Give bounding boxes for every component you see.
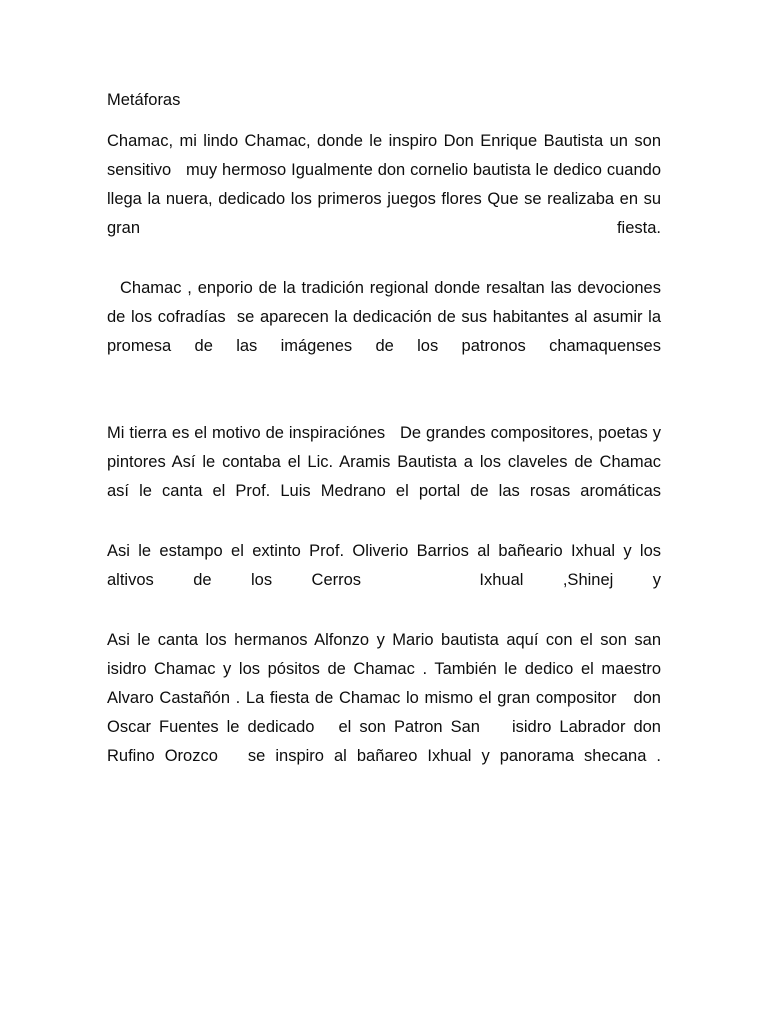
document-title: Metáforas xyxy=(107,91,181,109)
paragraph-2: Chamac , enporio de la tradición regional donde resaltan las devociones de los cofradías se aparecen la dedicación de sus habitantes al asumir la promesa de las imágenes de los patronos chamaquenses xyxy=(107,279,666,355)
paragraph-3: Mi tierra es el motivo de inspiraciónes De grandes compositores, poetas y pintores Así le contaba el Lic. Aramis Bautista a los claveles de Chamac así le canta el Prof. Luis Medrano el portal de las rosas aromáticas xyxy=(107,424,666,500)
paragraph-5: Asi le canta los hermanos Alfonzo y Mario bautista aquí con el son san isidro Chamac y los pósitos de Chamac . También le dedico el maestro Alvaro Castañón . La fiesta de Chamac lo mismo el gran compositor don Oscar Fuentes le dedicado el son Patron San isidro Labrador don Rufino Orozco se inspiro al bañareo Ixhual y panorama shecana . xyxy=(107,631,666,765)
paragraph-4: Asi le estampo el extinto Prof. Oliverio Barrios al bañeario Ixhual y los altivos de los Cerros Ixhual ,Shinej y xyxy=(107,542,666,589)
paragraph-1: Chamac, mi lindo Chamac, donde le inspiro Don Enrique Bautista un son sensitivo muy hermoso Igualmente don cornelio bautista le dedico cuando llega la nuera, dedicado los primeros juegos flores Que se realizaba en su gran fiesta. xyxy=(107,132,666,237)
document-text-body xyxy=(107,86,666,802)
